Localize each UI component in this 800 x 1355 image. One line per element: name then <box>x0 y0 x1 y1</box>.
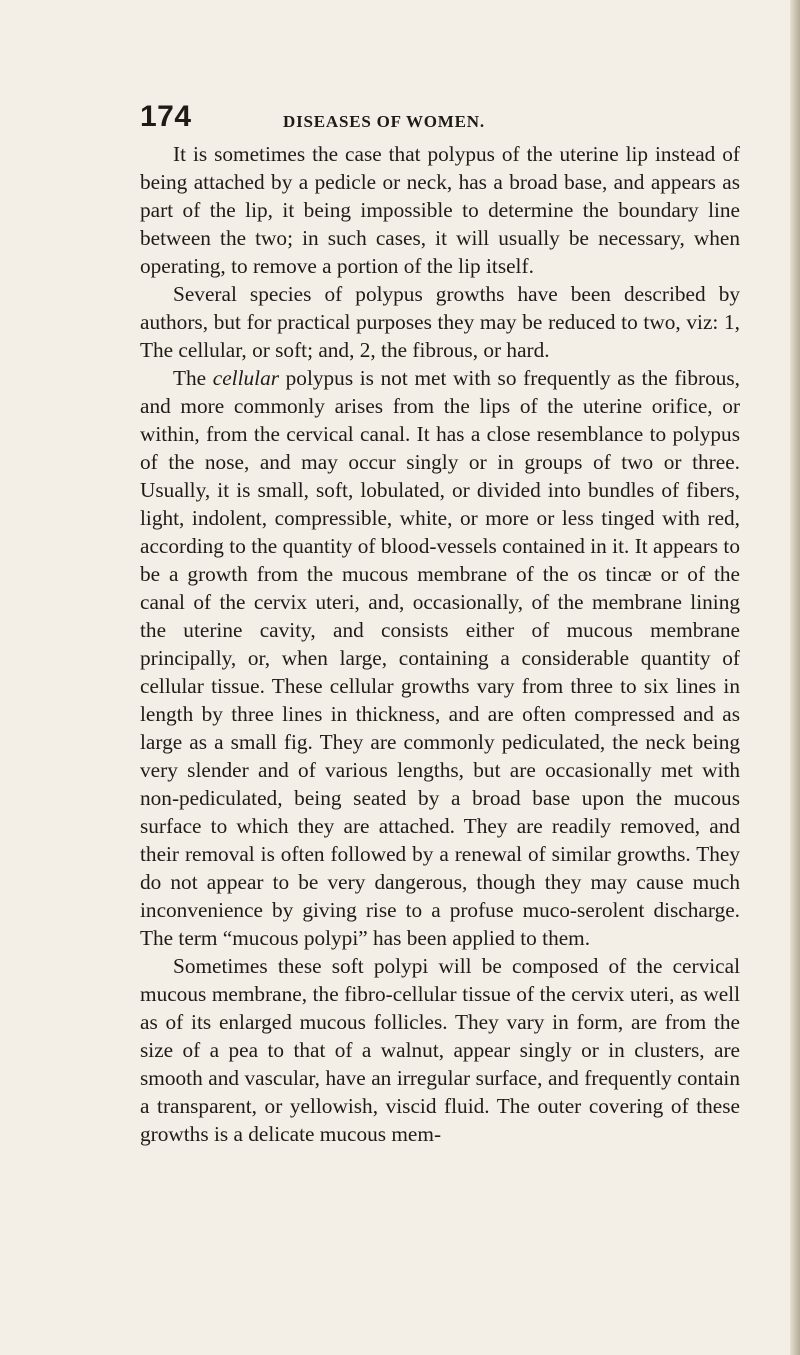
paragraph-species: Several species of polypus growths have been described by authors, but for practical purposes they may be reduced to two, viz: 1, The cellular, or soft; and, 2, the fibrous, or hard. <box>140 282 740 362</box>
paragraph-lead: The <box>173 366 213 390</box>
paragraph-lip-polypus: It is sometimes the case that polypus of the uterine lip instead of being attached by a pedicle or neck, has a broad base, and appears as part of the lip, it being impossible to determine the boundary line between the two; in such cases, it will usually be necessary, when operating, to remove a portion of the lip itself. <box>140 142 740 278</box>
page-edge-shadow <box>790 0 800 1355</box>
emphasis-cellular: cellular <box>212 366 280 390</box>
page-number: 174 <box>140 100 192 133</box>
paragraph-cellular-polypus <box>140 364 740 952</box>
page-header <box>140 100 740 140</box>
body-text <box>140 140 740 1148</box>
paragraph-soft-polypi: Sometimes these soft polypi will be composed of the cervical mucous membrane, the fibro-cellular tissue of the cervix uteri, as well as of its enlarged mucous follicles. They vary in form, are from the size of a pea to that of a walnut, appear singly or in clusters, are smooth and vascular, have an irregular surface, and frequently contain a transparent, or yellowish, viscid fluid. The outer covering of these growths is a delicate mucous mem- <box>140 954 740 1146</box>
running-head: DISEASES OF WOMEN. <box>283 112 485 131</box>
paragraph-rest: polypus is not met with so frequently as the fibrous, and more commonly arises from the lips of the uterine orifice, or within, from the cervical canal. It has a close resemblance to polypus of the nose, and may occur singly or in groups of two or three. Usually, it is small, soft, lobulated, or divided into bundles of fibers, light, indolent, compressible, white, or more or less tinged with red, according to the quantity of blood-vessels contained in it. It appears to be a growth from the mucous membrane of the os tincæ or of the canal of the cervix uteri, and, occasionally, of the membrane lining the uterine cavity, and consists either of mucous membrane principally, or, when large, containing a considerable quantity of cellular tissue. These cellular growths vary from three to six lines in length by three lines in thickness, and are often compressed and as large as a small fig. They are commonly pediculated, the neck being very slender and of various lengths, but are occasionally met with non-pediculated, being seated by a broad base upon the mucous surface to which they are attached. They are readily removed, and their removal is often followed by a renewal of similar growths. They do not appear to be very dangerous, though they may cause much inconvenience by giving rise to a profuse muco-serolent discharge. The term “mucous polypi” has been applied to them. <box>140 366 741 950</box>
